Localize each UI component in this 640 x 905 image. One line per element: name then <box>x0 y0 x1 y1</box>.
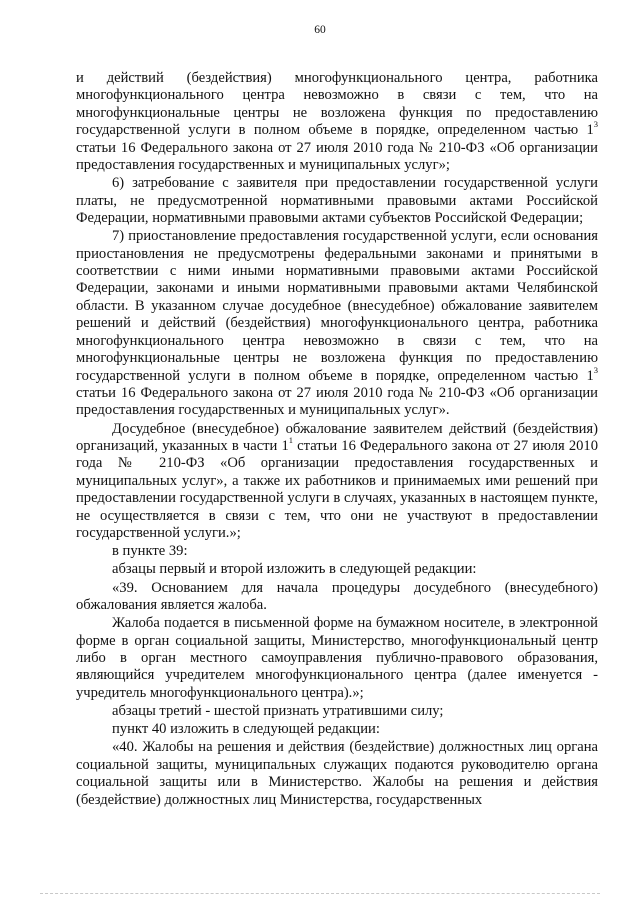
paragraph-p3 <box>76 228 598 419</box>
superscript: 1 <box>288 435 294 446</box>
page-number: 60 <box>314 24 326 36</box>
text-run: статьи 16 Федерального закона от 27 июля 2010 года № 210-ФЗ «Об организации предоставления государственных и муниципальных услуг»; <box>76 139 598 174</box>
text-run: «39. Основанием для начала процедуры досудебного (внесудебного) обжалования является жалоба. <box>76 579 598 613</box>
text-run: в пункте 39: <box>112 543 188 560</box>
superscript: 3 <box>593 364 598 375</box>
text-run: абзацы первый и второй изложить в следующей редакции: <box>112 561 477 578</box>
text-run: статьи 16 Федерального закона от 27 июля 2010 года № 210-ФЗ «Об организации предоставления государственных и муниципальных услуг», а также их работников и принимаемых ими решений при предоставлении государственной услуги в случаях, указанных в настоящем пункте, не осуществляется в связи с тем, что они не участвуют в предоставлении государственной услуги.»; <box>76 437 599 541</box>
superscript: 3 <box>593 119 598 130</box>
text-run: Досудебное (внесудебное) обжалование заявителем действий (бездействия) организаций, указанных в части 1 <box>76 420 598 454</box>
text-run: и действий (бездействия) многофункционального центра, работника многофункционального центра невозможно в связи с тем, что на многофункциональные центры не возложена функция по предоставлению государственной услуги в полном объеме в порядке, определенном частью 1 <box>76 70 598 139</box>
paragraph-p7 <box>76 580 598 615</box>
paragraph-p9 <box>76 703 598 720</box>
document-body <box>76 70 598 810</box>
paragraph-p1 <box>76 70 598 174</box>
text-run: 7) приостановление предоставления государственной услуги, если основания приостановления не предусмотрены федеральными законами и принятыми в соответствии с ними иными нормативными правовыми актами Российской Федерации, законами и иными нормативными правовыми актами Челябинской области. В указанном случае досудебное (внесудебное) обжалование заявителем решений и действий (бездействия) многофункционального центра, работника многофункционального центра невозможно в связи с тем, что на многофункциональные центры не возложена функция по предоставлению государственной услуги в полном объеме в порядке, определенном частью 1 <box>76 228 598 384</box>
paragraph-p10 <box>76 721 598 738</box>
paragraph-p6 <box>76 561 598 578</box>
paragraph-p5 <box>76 543 598 560</box>
paragraph-p2 <box>76 175 598 227</box>
scan-edge-divider <box>40 893 600 894</box>
text-run: статьи 16 Федерального закона от 27 июля 2010 года № 210-ФЗ «Об организации предоставления государственных и муниципальных услуг». <box>76 384 598 419</box>
text-run: Жалоба подается в письменной форме на бумажном носителе, в электронной форме в орган социальной защиты, Министерство, многофункциональный центр либо в орган местного самоуправления публично-правового образования, являющийся учредителем многофункционального центра (далее именуется - учредитель многофункционального центра).»; <box>76 615 598 701</box>
paragraph-p11 <box>76 739 598 809</box>
text-run: «40. Жалобы на решения и действия (бездействие) должностных лиц органа социальной защиты, муниципальных служащих подаются руководителю органа социальной защиты или в Министерство. Жалобы на решения и действия (бездействие) должностных лиц Министерства, государственных <box>76 739 598 808</box>
text-run: пункт 40 изложить в следующей редакции: <box>112 721 380 738</box>
paragraph-p8 <box>76 615 598 702</box>
text-run: абзацы третий - шестой признать утратившими силу; <box>112 703 444 719</box>
paragraph-p4 <box>76 421 598 543</box>
text-run: 6) затребование с заявителя при предоставлении государственной услуги платы, не предусмотренной нормативными правовыми актами Российской Федерации, нормативными правовыми актами субъектов Российской Федерации; <box>76 175 598 227</box>
